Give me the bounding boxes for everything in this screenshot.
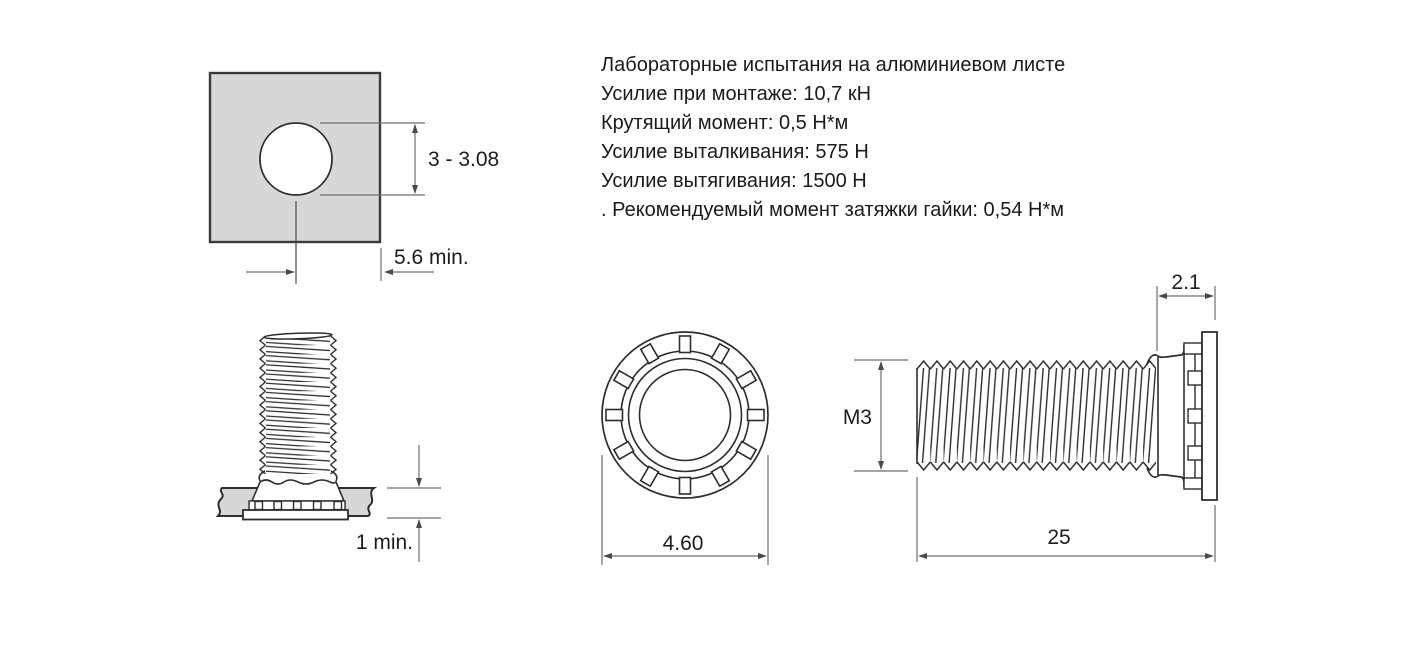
- spec-line-pullout: Усилие вытягивания: 1500 Н: [601, 170, 867, 192]
- serration-teeth-side: [1184, 343, 1202, 489]
- stud-front-view: [602, 332, 768, 565]
- stud-thread-vertical: [259, 336, 337, 474]
- dim-thread-size: M3: [842, 406, 872, 429]
- mounting-hole: [260, 123, 332, 195]
- dim-head-height: 2.1: [1171, 271, 1201, 294]
- arrow-down-icon: [878, 461, 884, 470]
- arrow-up-icon: [878, 361, 884, 370]
- stud-side-view: [843, 271, 1217, 562]
- arrow-right-icon: [286, 269, 295, 275]
- dim-sheet-thickness: 1 min.: [355, 531, 413, 554]
- arrow-down-icon: [412, 185, 418, 194]
- arrow-left-icon: [918, 553, 927, 559]
- clinch-cone: [252, 480, 344, 501]
- arrow-left-icon: [1158, 293, 1167, 299]
- arrow-right-icon: [1205, 293, 1214, 299]
- length-dimension: [917, 477, 1215, 562]
- arrow-left-icon: [384, 269, 393, 275]
- stud-thread-horizontal: [917, 360, 1156, 471]
- arrow-right-icon: [1205, 553, 1214, 559]
- flange-head-side: [1202, 332, 1217, 500]
- spec-line-pushout: Усилие выталкивания: 575 Н: [601, 141, 869, 163]
- installed-side-view: [218, 332, 441, 562]
- arrow-up-icon: [412, 124, 418, 133]
- dim-head-diameter: 4.60: [662, 532, 704, 555]
- arrow-up-icon: [416, 519, 422, 528]
- dim-hole-diameter: 3 - 3.08: [428, 148, 500, 171]
- sheet-hole-top-view: [210, 73, 499, 284]
- dim-edge-distance: 5.6 min.: [394, 246, 469, 269]
- arrow-right-icon: [758, 553, 767, 559]
- flange-head: [243, 510, 348, 520]
- spec-line-install: Усилие при монтаже: 10,7 кН: [601, 83, 872, 105]
- spec-line-nut-torque: . Рекомендуемый момент затяжки гайки: 0,54 Н*м: [601, 199, 1064, 221]
- spec-line-torque: Крутящий момент: 0,5 Н*м: [601, 112, 849, 134]
- head-outer-circle: [602, 332, 768, 498]
- arrow-left-icon: [603, 553, 612, 559]
- spec-line-title: Лабораторные испытания на алюминиевом листе: [601, 54, 1066, 76]
- arrow-down-icon: [416, 478, 422, 487]
- dim-length: 25: [1047, 526, 1071, 549]
